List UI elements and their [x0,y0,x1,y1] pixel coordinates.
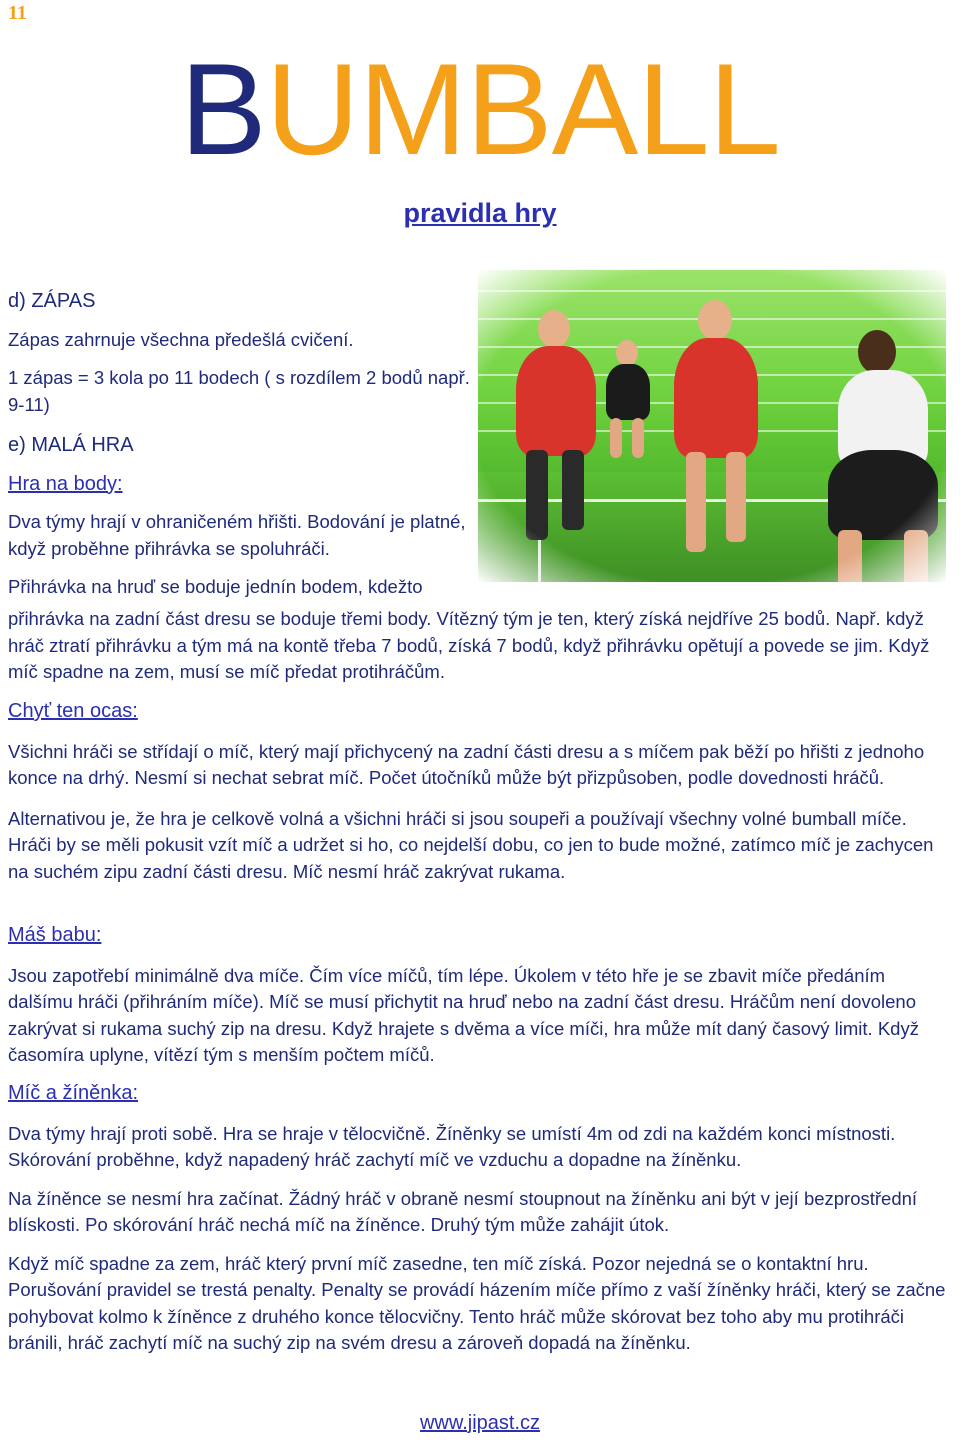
section-mat-p3: Když míč spadne za zem, hráč který první míč zasedne, ten míč získá. Pozor nejedná se o kontaktní hru. Porušování pravidel se trestá penalty. Penalty se provádí házením míče přímo z vaší žíněnky hráči, který se začne pohybovat kolmo k žíněnce z druhého konce tělocvičny. Tento hráč může skórovat bez toho aby mu protihráči bránili, hráč zachytí míč na suchý zip na svém dresu a zároveň dopadá na žíněnku. [8,1252,946,1353]
section-tail-heading: Chyť ten ocas: [8,700,138,722]
section-tail-p1: Všichni hráči se střídají o míč, který mají přichycený na zadní části dresu a s míčem pak běží po hřišti z jednoho konce na drhý. Nesmí si nechat sebrat míč. Počet útočníků může být přizpůsoben, podle dovednosti hráčů. [8,740,925,788]
section-d-p2: 1 zápas = 3 kola po 11 bodech ( s rozdílem 2 bodů např. 9-11) [8,367,470,415]
section-mat-p2: Na žíněnce se nesmí hra začínat. Žádný hráč v obraně nesmí stoupnout na žíněnku ani být v její bezprostřední blískosti. Po skórování hráč nechá míč na žíněnce. Druhý tým může zahájit útok. [8,1187,918,1235]
section-e-p1: Dva týmy hrají v ohraničeném hřišti. Bodování je platné, když proběhne přihrávka se spoluhráči. [8,511,466,559]
section-mat-p1: Dva týmy hrají proti sobě. Hra se hraje v tělocvičně. Žíněnky se umístí 4m od zdi na každém konci místnosti. Skórování proběhne, když napadený hráč zachytí míč ve vzduchu a dopadne na žíněnku. [8,1122,896,1170]
section-e [8,432,470,601]
section-e-p2a: Přihrávka na hruď se boduje jednín bodem, kdežto [8,576,423,597]
section-tag-p1: Jsou zapotřebí minimálně dva míče. Čím více míčů, tím lépe. Úkolem v této hře je se zbavit míče předáním dalšímu hráči (přihráním míče). Míč se musí přichytit na hruď nebo na zadní část dresu. Hráčům není dovoleno zakrývat si rukama suchý zip na dresu. Když hrajete s dvěma a více míči, hra může mít daný časový limit. Když časomíra uplyne, vítězí tým s menším počtem míčů. [8,964,919,1065]
page-number: 11 [8,2,27,24]
section-e-heading: e) MALÁ HRA [8,434,134,456]
section-tag-heading: Máš babu: [8,924,102,946]
section-e-p2b: přihrávka na zadní část dresu se boduje třemi body. Vítězný tým je ten, který získá nejdříve 25 bodů. Např. když hráč ztratí přihrávku a tým má na kontě třeba 7 bodů, získá 7 bodů, když přihrávku opětují a povede se jim. Když míč spadne na zem, musí se míč předat protihráčům. [8,608,930,682]
title-first-letter: B [180,36,266,182]
subtitle-link[interactable]: pravidla hry [403,198,557,228]
section-tag [8,922,950,1069]
footer-link[interactable]: www.jipast.cz [419,1412,541,1434]
title-rest: UMBALL [265,36,780,182]
page-title [0,36,960,182]
section-d-p1: Zápas zahrnuje všechna předešlá cvičení. [8,328,354,350]
section-mat [8,1080,950,1357]
section-tail [8,698,950,899]
player-right [808,330,946,582]
section-e-continued [8,606,950,686]
section-mat-heading: Míč a žíněnka: [8,1082,139,1104]
player-middle [648,300,778,570]
section-d [8,288,470,430]
section-tail-p2: Alternativou je, že hra je celkově volná a všichni hráči si jsou soupeři a používají všechny volné bumball míče. Hráči by se měli pokusit vzít míč a udržet si ho, co nejdelší dobu, co jen to bude možné, zatímco míč je zachycen na suchém zipu zadní části dresu. Míč nesmí hráč zakrývat rukama. [8,807,934,882]
section-d-heading: d) ZÁPAS [8,290,96,312]
players-photo [478,270,946,582]
section-e-subheading: Hra na body: [8,472,123,495]
player-left [498,310,608,550]
